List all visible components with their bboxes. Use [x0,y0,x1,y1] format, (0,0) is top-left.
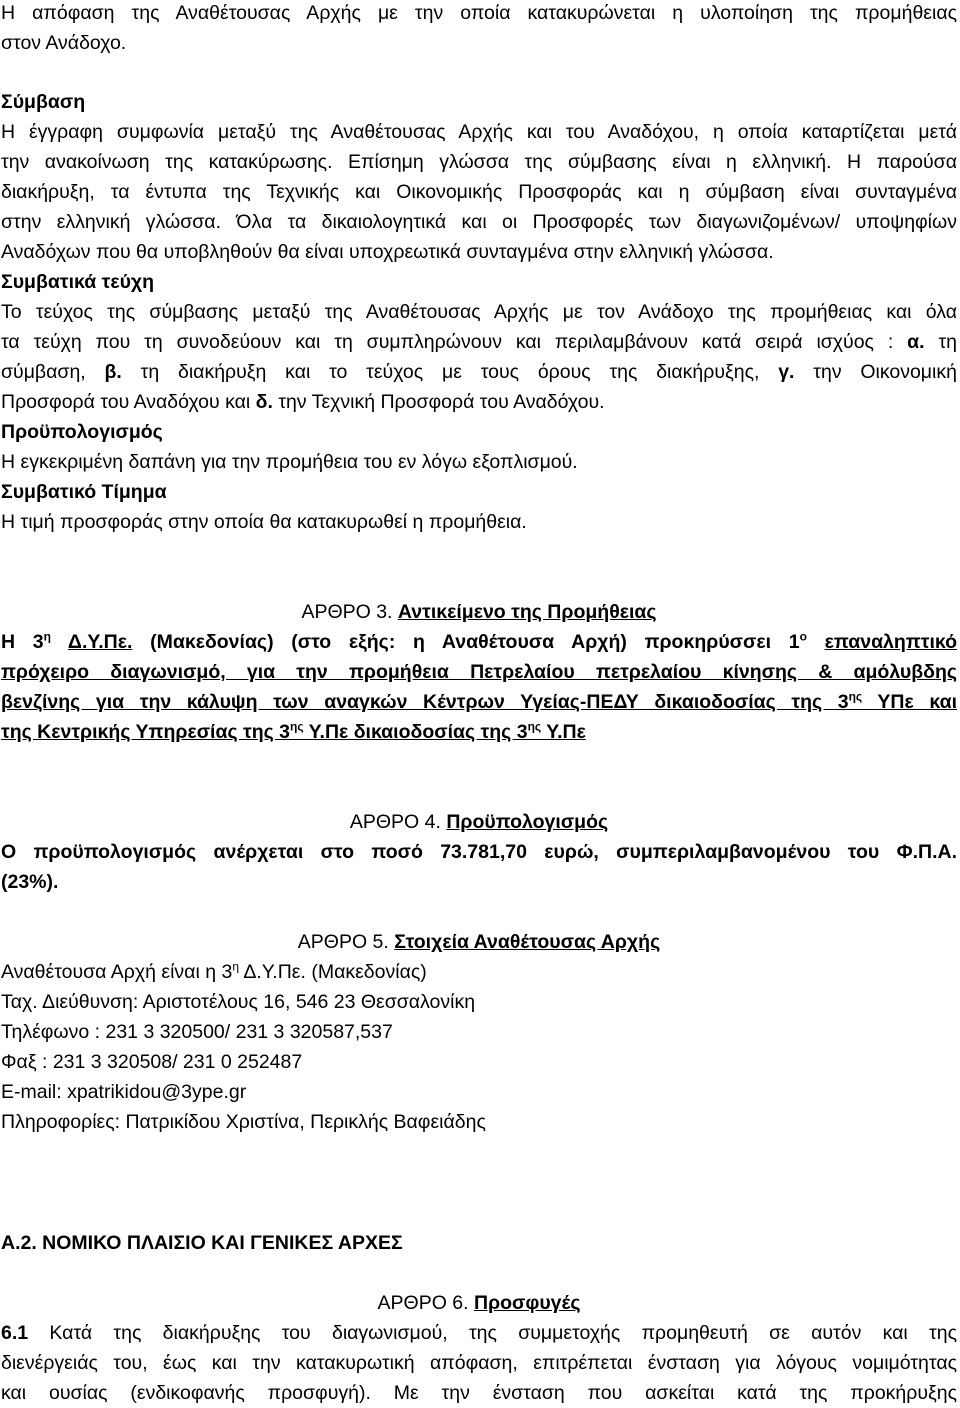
article-3-l1-c: (Μακεδονίας) (στο εξής: η Αναθέτουσα Αρχή) προκηρύσσει 1 [150,631,800,653]
teuxi-line-3-text2: τη διακήρυξη και το τεύχος με τους όρους της διακήρυξης, [140,361,760,383]
article-3-l1-a: Η 3 [1,631,44,653]
marker-a: α. [907,331,925,353]
article-3-l1-sup: η [43,629,51,644]
email-line: E-mail: xpatrikidou@3ype.gr [1,1081,247,1103]
marker-g: γ. [778,361,795,383]
article-3-title: Αντικείμενο της Προμήθειας [397,601,657,623]
article-4-heading [1,807,957,837]
symvasi-line-4: στην ελληνική γλώσσα. Όλα τα δικαιολογητικά και οι Προσφορές των διαγωνιζομένων/ υποψηφίων [1,211,957,233]
teuxi-line-4-text1: Προσφορά του Αναδόχου και [1,391,251,413]
phone-line: Τηλέφωνο : 231 3 320500/ 231 3 320587,537 [1,1021,393,1043]
article-5-l1-b: Δ.Υ.Πε. (Μακεδονίας) [243,961,427,983]
article-5-title: Στοιχεία Αναθέτουσας Αρχής [394,931,661,953]
article-6-line-2: διενέργειάς του, έως και την κατακυρωτική απόφαση, επιτρέπεται ένσταση για λόγους νομιμότητας [1,1352,957,1374]
article-3-line-3 [1,687,957,717]
symvasi-line-3: διακήρυξη, τα έντυπα της Τεχνικής και Οικονομικής Προσφοράς και η σύμβαση είναι συνταγμένα [1,181,957,203]
article-3-l3-b: ΥΠε και [877,691,957,713]
article-3-prefix: ΑΡΘΡΟ 3. [301,601,393,623]
intro-line-1: Η απόφαση της Αναθέτουσας Αρχής με την οποία κατακυρώνεται η υλοποίηση της προμήθειας [1,2,957,24]
article-3-l4-c: Υ.Πε [546,721,586,743]
fax-line: Φαξ : 231 3 320508/ 231 0 252487 [1,1051,303,1073]
article-3-l3-sup: ης [848,689,863,704]
section-a2-title: Α.2. ΝΟΜΙΚΟ ΠΛΑΙΣΙΟ ΚΑΙ ΓΕΝΙΚΕΣ ΑΡΧΕΣ [1,1232,403,1254]
teuxi-line-4-text2: την Τεχνική Προσφορά του Αναδόχου. [278,391,605,413]
article-3-heading [1,597,957,627]
article-3-line-4 [1,717,957,747]
teuxi-line-2-text: τα τεύχη που τη συνοδεύουν και τη συμπληρώνουν και περιλαμβάνουν κατά σειρά ισχύος : [1,331,894,353]
timima-line-1: Η τιμή προσφοράς στην οποία θα κατακυρωθεί η προμήθεια. [1,511,527,533]
article-4-prefix: ΑΡΘΡΟ 4. [349,811,441,833]
term-symvasi: Σύμβαση [1,91,86,113]
marker-d: δ. [255,391,273,413]
intro-line-2: στον Ανάδοχο. [1,32,127,54]
article-4-line-1: Ο προϋπολογισμός ανέρχεται στο ποσό 73.781,70 ευρώ, συμπεριλαμβανομένου του Φ.Π.Α. [1,841,957,863]
article-6-line-1 [1,1318,957,1348]
teuxi-line-2 [1,327,957,357]
article-5-heading [1,927,957,957]
term-teuxi: Συμβατικά τεύχη [1,271,155,293]
article-3-l1-sup2: ο [799,629,807,644]
teuxi-line-3-text1: σύμβαση, [1,361,86,383]
article-3-line-2: πρόχειρο διαγωνισμό, για την προμήθεια Πετρελαίου πετρελαίου κίνησης & αμόλυβδης [1,661,957,683]
article-4-line-2: (23%). [1,871,59,893]
article-6-prefix: ΑΡΘΡΟ 6. [377,1292,469,1314]
article-3-l4-a: της Κεντρικής Υπηρεσίας της 3 [1,721,291,743]
article-3-l4-sup: ης [290,719,304,734]
article-3-l1-d: επαναληπτικό [824,631,957,653]
proypologismos-line-1: Η εγκεκριμένη δαπάνη για την προμήθεια του εν λόγω εξοπλισμού. [1,451,578,473]
term-proypologismos: Προϋπολογισμός [1,421,163,443]
article-5-prefix: ΑΡΘΡΟ 5. [297,931,389,953]
article-5-line-1 [1,957,957,987]
teuxi-line-3 [1,357,957,387]
article-3-l3-a: βενζίνης για την κάλυψη των αναγκών Κέντρων Υγείας-ΠΕΔΥ δικαιοδοσίας της 3 [1,691,849,713]
article-3-l4-b: Υ.Πε δικαιοδοσίας της 3 [308,721,528,743]
article-4-title: Προϋπολογισμός [446,811,609,833]
article-3-l1-b: Δ.Υ.Πε. [67,631,133,653]
teuxi-line-2-end: τη [938,331,957,353]
article-5-l1-a: Αναθέτουσα Αρχή είναι η 3 [1,961,233,983]
address-line: Ταχ. Διεύθυνση: Αριστοτέλους 16, 546 23 Θεσσαλονίκη [1,991,476,1013]
article-6-title: Προσφυγές [473,1292,581,1314]
article-6-heading [1,1288,957,1318]
marker-b: β. [104,361,122,383]
article-6-line-3: και ουσίας (ενδικοφανής προσφυγή). Με την ένσταση που ασκείται κατά της προκήρυξης [1,1382,957,1404]
info-line: Πληροφορίες: Πατρικίδου Χριστίνα, Περικλής Βαφειάδης [1,1111,486,1133]
article-3-l4-sup2: ης [527,719,542,734]
article-6-line-1-text: Κατά της διακήρυξης του διαγωνισμού, της συμμετοχής προμηθευτή σε αυτόν και της [49,1322,957,1344]
article-3-line-1 [1,627,957,657]
article-6-num: 6.1 [1,1322,29,1344]
symvasi-line-1: Η έγγραφη συμφωνία μεταξύ της Αναθέτουσας Αρχής και του Αναδόχου, η οποία καταρτίζεται μετά [1,121,957,143]
symvasi-line-2: την ανακοίνωση της κατακύρωσης. Επίσημη γλώσσα της σύμβασης είναι η ελληνική. Η παρούσα [1,151,957,173]
term-timima: Συμβατικό Τίμημα [1,481,167,503]
teuxi-line-1: Το τεύχος της σύμβασης μεταξύ της Αναθέτουσας Αρχής με τον Ανάδοχο της προμήθειας και όλα [1,301,957,323]
article-5-l1-sup: η [232,959,239,974]
teuxi-line-3-text3: την Οικονομική [813,361,957,383]
teuxi-line-4 [1,387,957,417]
symvasi-line-5: Αναδόχων που θα υποβληθούν θα είναι υποχρεωτικά συνταγμένα στην ελληνική γλώσσα. [1,241,774,263]
